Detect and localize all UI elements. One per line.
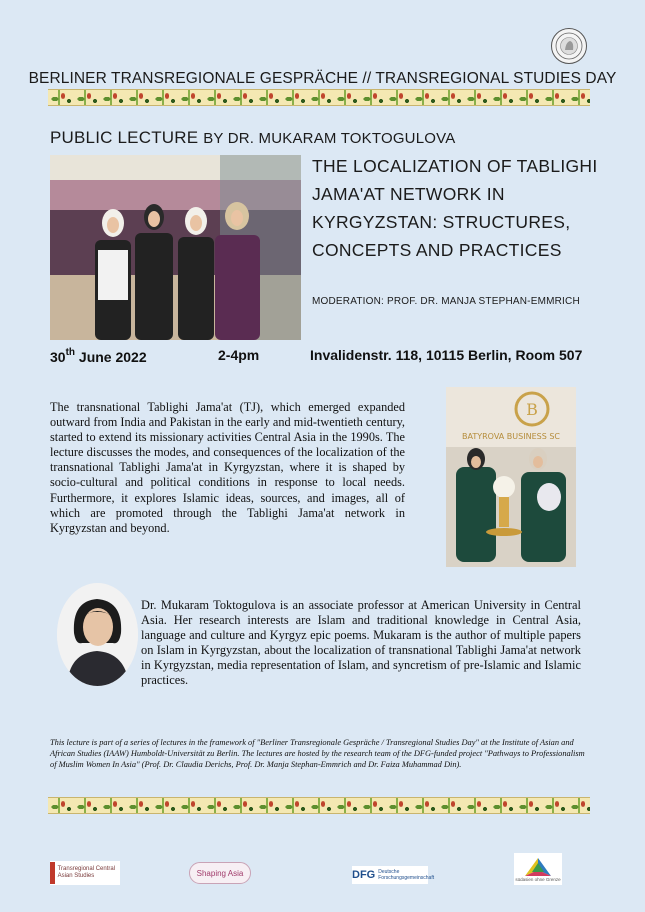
- photo-sign-text: BATYROVA BUSINESS SC: [462, 432, 560, 441]
- speaker-portrait: [57, 583, 138, 686]
- mvz-logo-caption: südasien ohne Grenze: [515, 876, 561, 882]
- moderation-credit: MODERATION: PROF. DR. MANJA STEPHAN-EMMRICH: [312, 296, 580, 307]
- lecture-heading: [50, 128, 455, 148]
- ornamental-border-bottom: [48, 797, 590, 814]
- dfg-logo-subtitle: Deutsche Forschungsgemeinschaft: [378, 869, 435, 881]
- series-title: BERLINER TRANSREGIONALE GESPRÄCHE // TRANSREGIONAL STUDIES DAY: [28, 70, 617, 87]
- group-photo: [50, 155, 301, 340]
- event-location: Invalidenstr. 118, 10115 Berlin, Room 507: [310, 347, 583, 363]
- lecture-title-line: JAMA'AT NETWORK IN: [312, 184, 505, 204]
- event-date: [50, 347, 147, 365]
- university-seal-logo: [551, 28, 587, 64]
- date-day: 30: [50, 349, 66, 365]
- event-time: 2-4pm: [218, 347, 260, 363]
- lecture-title: [312, 152, 632, 264]
- series-footnote: This lecture is part of a series of lectures in the framework of "Berliner Transregionale Gespräche / Transregional Studies Day" at the Institute of Asian and African Studies (IAAW) Humboldt-Universität zu Berlin. The lectures are hosted by the research team of the DFG-funded project "Pathways to Professionalism of Muslim Women In Asia" (Prof. Dr. Claudia Derichs, Prof. Dr. Manja Stephan-Emmrich and Dr. Faiza Muhammad Din).: [50, 738, 585, 770]
- speaker-event-photo: [446, 387, 576, 567]
- svg-text:B: B: [526, 400, 538, 419]
- dfg-logo-mark: DFG: [352, 869, 376, 881]
- mvz-logo-mark: [523, 857, 553, 877]
- date-ordinal: th: [65, 347, 76, 358]
- dfg-logo: [352, 866, 435, 884]
- ornamental-border-top: [48, 89, 590, 106]
- tcas-logo-mark: [50, 862, 55, 884]
- lecture-title-line: KYRGYZSTAN: STRUCTURES,: [312, 212, 571, 232]
- lecture-abstract: The transnational Tablighi Jama'at (TJ), which emerged expanded outward from India and Pakistan in the early and mid-twentieth century, started to extend its missionary activities Central Asia in the 1990s. The lecture discusses the modes, and consequences of the localization of the transnational Tablighi Jama'at in Kyrgyzstan, where it is shaped by socio-cultural and political conditions in response to local needs. Furthermore, it explores Islamic ideas, sources, and images, all of which are promoted through the Tablighi Jama'at network in Kyrgyzstan and beyond.: [50, 400, 405, 535]
- date-month-year: June 2022: [75, 349, 147, 365]
- speaker-bio: Dr. Mukaram Toktogulova is an associate professor at American University in Central Asia. Her research interests are Islam and traditional knowledge in Central Asia, language and culture and Kyrgyz epic poems. Mukaram is the author of multiple papers on Islam in Kyrgyzstan, about the localization of transnational Tablighi Jama'at network in Kyrgyzstan, media representation of Islam, and syncretism of pre-Islamic and Islamic practices.: [141, 598, 581, 688]
- lecture-title-line: THE LOCALIZATION OF TABLIGHI: [312, 156, 598, 176]
- tcas-logo: [50, 861, 120, 885]
- lecture-speaker: BY DR. MUKARAM TOKTOGULOVA: [203, 130, 456, 147]
- shaping-asia-logo: Shaping Asia: [189, 862, 251, 884]
- mvz-logo: [514, 853, 562, 885]
- lecture-type: PUBLIC LECTURE: [50, 128, 199, 147]
- lecture-title-line: CONCEPTS AND PRACTICES: [312, 240, 562, 260]
- tcas-logo-text: Transregional Central Asian Studies: [57, 866, 116, 879]
